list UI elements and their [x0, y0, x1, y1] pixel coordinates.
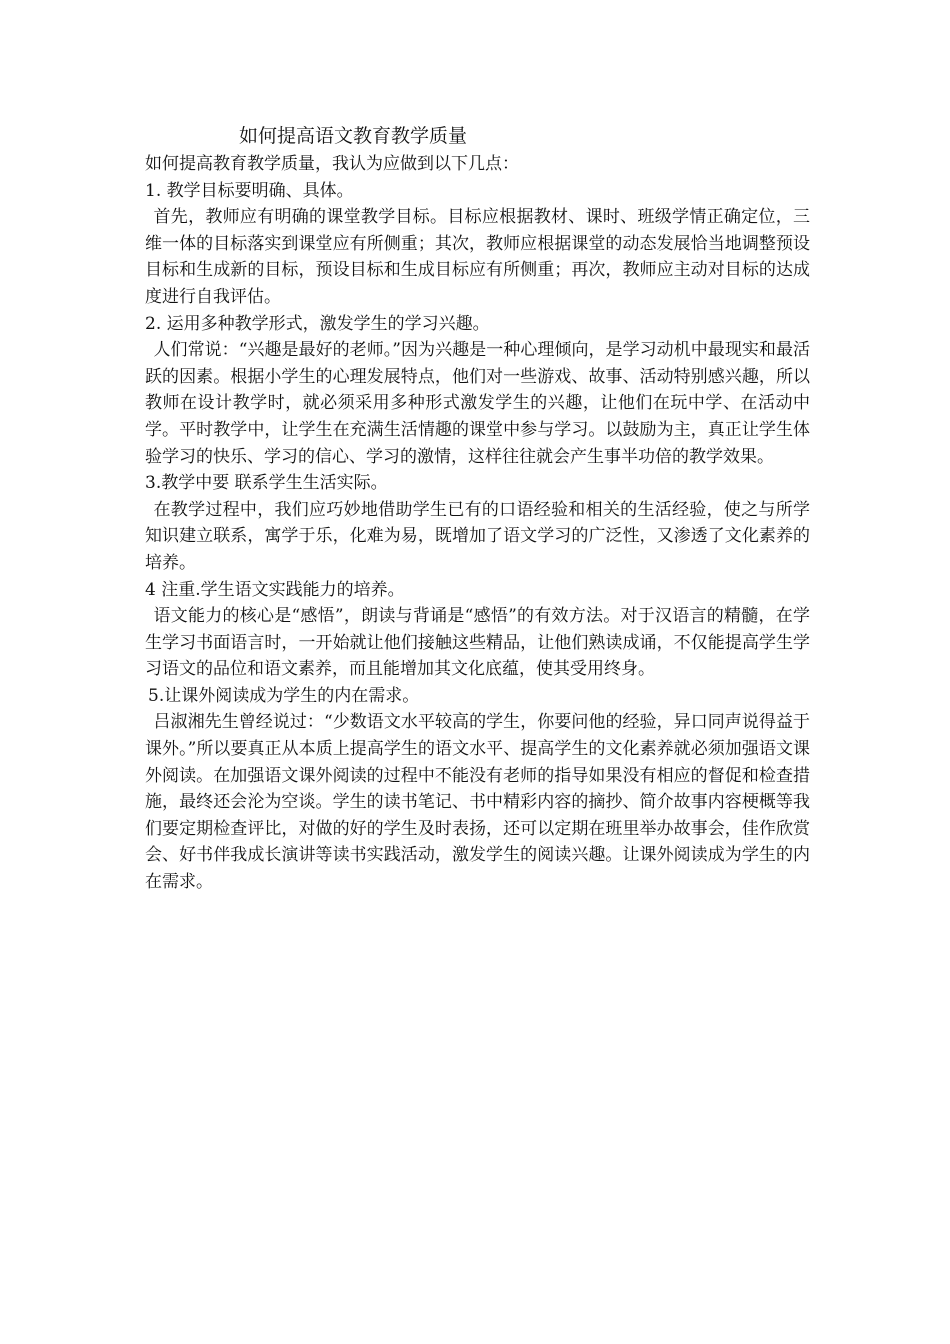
document-body: [145, 121, 810, 896]
section-4-heading: 4 注重.学生语文实践能力的培养。: [145, 579, 405, 600]
section-5-heading: 5.让课外阅读成为学生的内在需求。: [148, 685, 420, 706]
section-3-heading: 3.教学中要 联系学生生活实际。: [145, 473, 388, 494]
section-2-heading: 2. 运用多种教学形式，激发学生的学习兴趣。: [145, 313, 490, 334]
section-1-heading: 1. 教学目标要明确、具体。: [145, 180, 354, 201]
section-3-body: 在教学过程中，我们应巧妙地借助学生已有的口语经验和相关的生活经验，使之与所学知识建立联系，寓学于乐，化难为易，既增加了语文学习的广泛性，又渗透了文化素养的培养。: [145, 499, 810, 573]
section-4-body: 语文能力的核心是“感悟”，朗读与背诵是“感悟”的有效方法。对于汉语言的精髓，在学生学习书面语言时，一开始就让他们接触这些精品，让他们熟读成诵，不仅能提高学生学习语文的品位和语文素养，而且能增加其文化底蕴，使其受用终身。: [145, 606, 810, 680]
section-2-body: 人们常说：“兴趣是最好的老师。”因为兴趣是一种心理倾向，是学习动机中最现实和最活跃的因素。根据小学生的心理发展特点，他们对一些游戏、故事、活动特别感兴趣，所以教师在设计教学时，就必须采用多种形式激发学生的兴趣，让他们在玩中学、在活动中学。平时教学中，让学生在充满生活情趣的课堂中参与学习。以鼓励为主，真正让学生体验学习的快乐、学习的信心、学习的激情，这样往往就会产生事半功倍的教学效果。: [145, 340, 810, 467]
section-1-body: 首先，教师应有明确的课堂教学目标。目标应根据教材、课时、班级学情正确定位，三维一体的目标落实到课堂应有所侧重；其次，教师应根据课堂的动态发展恰当地调整预设目标和生成新的目标，预设目标和生成目标应有所侧重；再次，教师应主动对目标的达成度进行自我评估。: [145, 207, 810, 307]
intro-line: 如何提高教育教学质量，我认为应做到以下几点：: [145, 154, 519, 174]
document-title: 如何提高语文教育教学质量: [239, 125, 468, 147]
section-5-body: 吕淑湘先生曾经说过：“少数语文水平较高的学生，你要问他的经验，异口同声说得益于课外。”所以要真正从本质上提高学生的语文水平、提高学生的文化素养就必须加强语文课外阅读。在加强语文课外阅读的过程中不能没有老师的指导如果没有相应的督促和检查措施，最终还会沦为空谈。学生的读书笔记、书中精彩内容的摘抄、简介故事内容梗概等我们要定期检查评比，对做的好的学生及时表扬，还可以定期在班里举办故事会，佳作欣赏会、好书伴我成长演讲等读书实践活动，激发学生的阅读兴趣。让课外阅读成为学生的内在需求。: [145, 712, 810, 893]
